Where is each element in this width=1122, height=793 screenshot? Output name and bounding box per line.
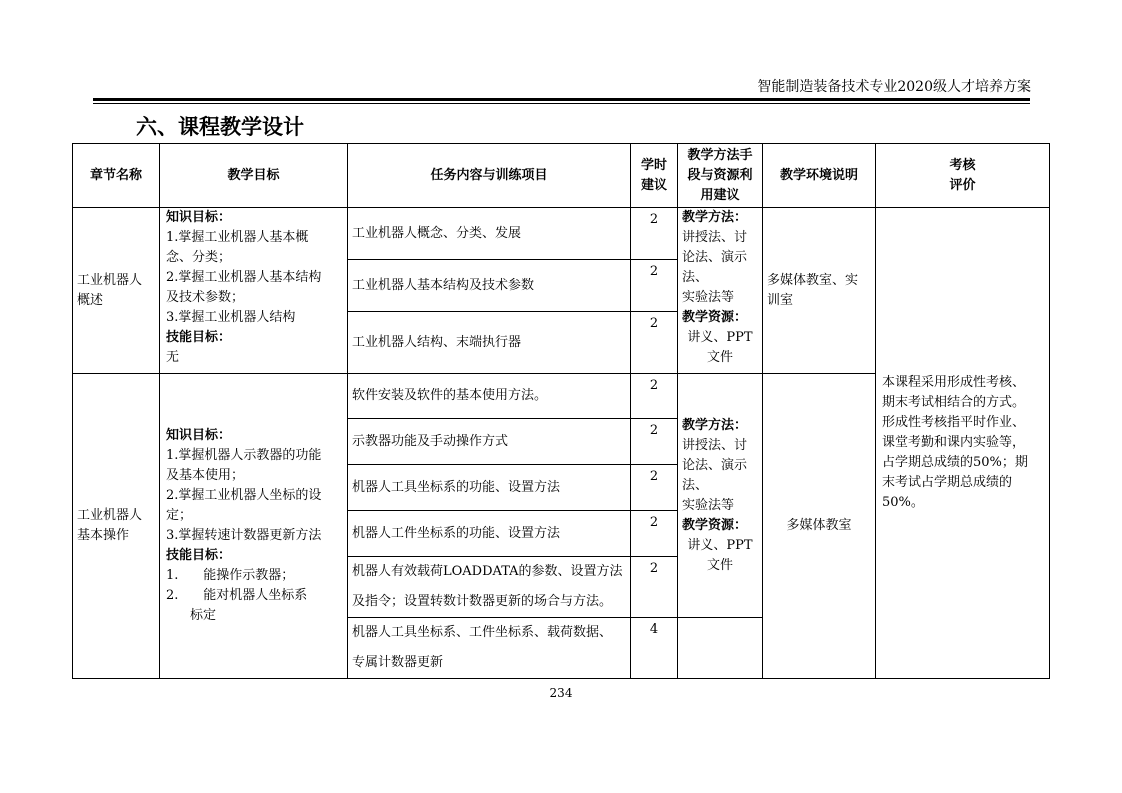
hours-cell: 2 [631, 511, 678, 557]
hours-cell: 2 [631, 312, 678, 374]
environment-cell: 多媒体教室、实 训室 [763, 208, 876, 374]
hours-cell: 2 [631, 208, 678, 260]
hours-cell: 2 [631, 419, 678, 465]
assessment-cell: 本课程采用形成性考核、 期末考试相结合的方式。 形成性考核指平时作业、 课堂考勤和课内实验等， 占学期总成绩的50%；期 末考试占学期总成绩的 50%。 [876, 208, 1050, 679]
task-cell: 示教器功能及手动操作方式 [348, 419, 631, 465]
method-cell: 教学方法： 讲授法、讨 论法、演示 法、 实验法等 教学资源： 讲义、PPT 文件 [678, 208, 763, 374]
table-header-row [73, 144, 1050, 208]
col-assess-header: 考核 评价 [876, 144, 1050, 208]
table-row [73, 208, 1050, 260]
task-cell: 机器人工具坐标系、工件坐标系、载荷数据、 专属计数器更新 [348, 618, 631, 679]
hours-cell: 2 [631, 374, 678, 419]
section-title: 六、课程教学设计 [136, 115, 304, 139]
task-cell: 机器人有效载荷LOADDATA的参数、设置方法 及指令；设置转数计数器更新的场合与方法。 [348, 557, 631, 618]
method-cell-empty [678, 618, 763, 679]
teaching-goal-cell: 知识目标： 1.掌握工业机器人基本概 念、分类； 2.掌握工业机器人基本结构 及技术参数； 3.掌握工业机器人结构 技能目标： 无 [160, 208, 348, 374]
hours-cell: 2 [631, 557, 678, 618]
course-design-table [72, 143, 1050, 679]
task-cell: 工业机器人结构、末端执行器 [348, 312, 631, 374]
col-goal-header: 教学目标 [160, 144, 348, 208]
hours-cell: 4 [631, 618, 678, 679]
hours-cell: 2 [631, 260, 678, 312]
chapter-name-cell: 工业机器人 概述 [73, 208, 160, 374]
task-cell: 工业机器人概念、分类、发展 [348, 208, 631, 260]
header-rule-thin [93, 103, 1030, 104]
col-task-header: 任务内容与训练项目 [348, 144, 631, 208]
running-header: 智能制造装备技术专业2020级人才培养方案 [757, 79, 1031, 95]
page-number: 234 [549, 686, 573, 700]
col-chapter-header: 章节名称 [73, 144, 160, 208]
chapter-name-cell: 工业机器人 基本操作 [73, 374, 160, 679]
environment-cell: 多媒体教室 [763, 374, 876, 679]
col-env-header: 教学环境说明 [763, 144, 876, 208]
task-cell: 机器人工件坐标系的功能、设置方法 [348, 511, 631, 557]
method-cell: 教学方法： 讲授法、讨 论法、演示 法、 实验法等 教学资源： 讲义、PPT 文件 [678, 374, 763, 618]
col-hours-header: 学时 建议 [631, 144, 678, 208]
hours-cell: 2 [631, 465, 678, 511]
col-method-header: 教学方法手 段与资源利 用建议 [678, 144, 763, 208]
task-cell: 软件安装及软件的基本使用方法。 [348, 374, 631, 419]
header-rule-thick [93, 98, 1030, 101]
task-cell: 机器人工具坐标系的功能、设置方法 [348, 465, 631, 511]
teaching-goal-cell: 知识目标： 1.掌握机器人示教器的功能 及基本使用； 2.掌握工业机器人坐标的设 定； 3.掌握转速计数器更新方法 技能目标： 1. 能操作示教器； 2. 能对机器人坐标系 标定 [160, 374, 348, 679]
task-cell: 工业机器人基本结构及技术参数 [348, 260, 631, 312]
